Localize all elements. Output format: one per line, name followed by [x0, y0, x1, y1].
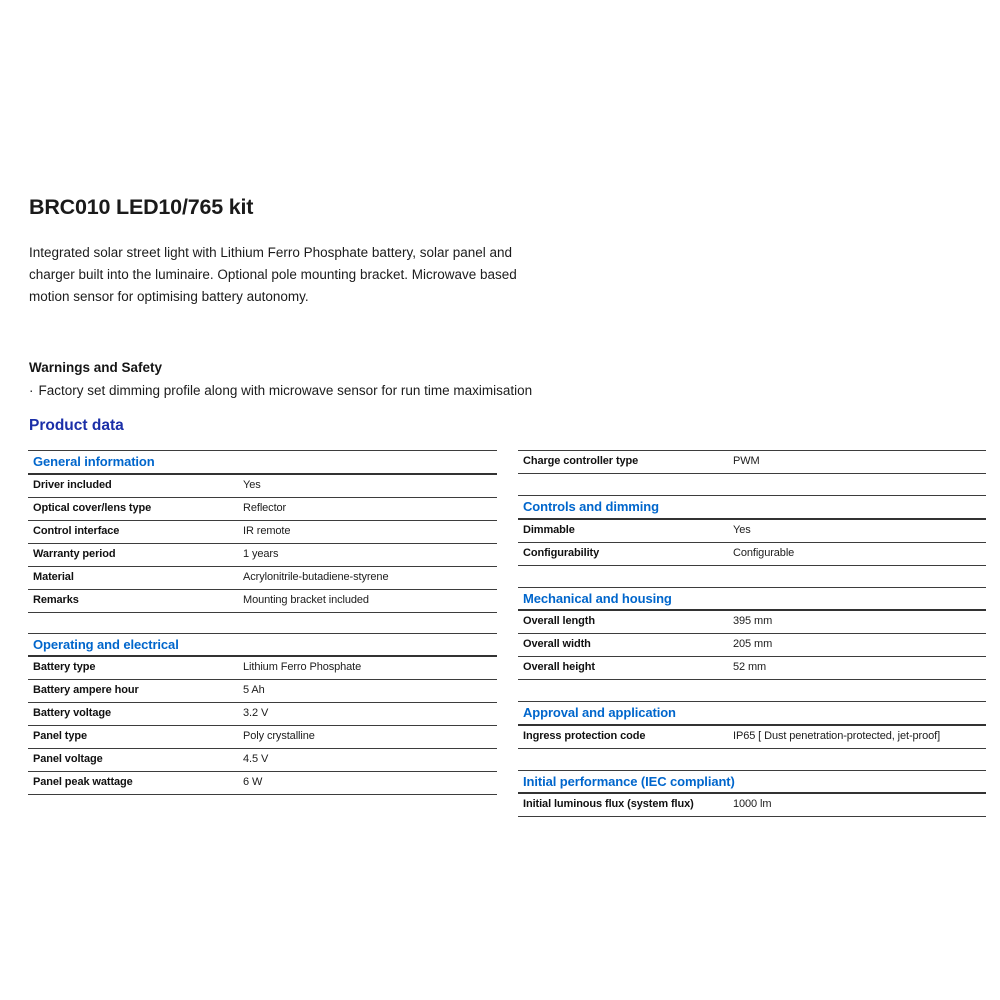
spec-label: Optical cover/lens type — [33, 501, 152, 514]
spec-section — [518, 770, 986, 818]
product-description — [29, 242, 517, 308]
spec-label: Overall height — [523, 661, 595, 673]
spec-value: 5 Ah — [243, 684, 265, 696]
spec-row — [28, 544, 497, 567]
spec-label: Battery voltage — [33, 707, 111, 719]
description-line: Integrated solar street light with Lithium Ferro Phosphate battery, solar panel and — [29, 245, 513, 260]
spec-column-left — [28, 450, 497, 815]
spec-section-header: Controls and dimming — [518, 496, 986, 520]
spec-value: 1 years — [243, 547, 279, 560]
spec-label: Overall width — [523, 638, 591, 650]
spec-value: 395 mm — [733, 615, 773, 627]
spec-column-right — [518, 450, 986, 838]
spec-row — [28, 521, 497, 544]
spec-value: 205 mm — [733, 638, 773, 650]
spec-row — [28, 498, 497, 521]
product-title: BRC010 LED10/765 kit — [29, 195, 254, 219]
spec-row — [28, 680, 497, 703]
spec-row — [518, 634, 986, 657]
spec-section-header: General information — [28, 451, 497, 475]
spec-row — [28, 567, 497, 590]
spec-value: Configurable — [733, 546, 795, 559]
spec-row — [28, 726, 497, 749]
spec-value: 4.5 V — [243, 753, 269, 765]
spec-label: Panel peak wattage — [33, 776, 133, 788]
spec-value: 1000 lm — [733, 798, 772, 810]
spec-value: IP65 [ Dust penetration-protected, jet-proof] — [733, 729, 941, 742]
spec-row — [518, 657, 986, 680]
warning-item-text: Factory set dimming profile along with microwave sensor for run time maximisation — [38, 383, 533, 398]
spec-section — [518, 701, 986, 749]
spec-label: Overall length — [523, 615, 595, 627]
warnings-heading: Warnings and Safety — [29, 360, 163, 375]
spec-value: 52 mm — [733, 661, 767, 673]
spec-section-header: Mechanical and housing — [518, 588, 986, 612]
spec-label: Ingress protection code — [523, 729, 646, 742]
spec-label: Control interface — [33, 524, 120, 537]
spec-section — [518, 450, 986, 474]
spec-label: Initial luminous flux (system flux) — [523, 798, 694, 810]
spec-label: Remarks — [33, 593, 79, 606]
spec-section — [518, 587, 986, 681]
spec-section — [28, 450, 497, 613]
spec-row — [518, 611, 986, 634]
spec-row — [28, 703, 497, 726]
spec-section-header: Operating and electrical — [28, 634, 497, 658]
description-line: motion sensor for optimising battery autonomy. — [29, 289, 309, 304]
spec-row — [28, 657, 497, 680]
spec-row — [518, 794, 986, 817]
spec-row — [28, 590, 497, 613]
spec-label: Material — [33, 570, 74, 583]
spec-row — [28, 749, 497, 772]
spec-value: Yes — [733, 523, 751, 536]
spec-value: IR remote — [243, 524, 291, 537]
spec-row — [518, 451, 986, 474]
spec-label: Panel type — [33, 730, 88, 742]
spec-row — [28, 772, 497, 795]
spec-row — [518, 726, 986, 749]
spec-label: Warranty period — [33, 547, 116, 560]
spec-label: Charge controller type — [523, 455, 639, 467]
spec-section — [518, 495, 986, 566]
spec-value: Yes — [243, 478, 261, 491]
spec-row — [518, 543, 986, 566]
description-line: charger built into the luminaire. Optional pole mounting bracket. Microwave based — [29, 267, 517, 282]
bullet-glyph: · — [29, 383, 34, 398]
spec-value: 6 W — [243, 776, 263, 788]
product-data-heading: Product data — [29, 417, 124, 434]
spec-value: Lithium Ferro Phosphate — [243, 661, 362, 673]
spec-section-header: Approval and application — [518, 702, 986, 726]
spec-value: Mounting bracket included — [243, 593, 369, 606]
spec-label: Battery ampere hour — [33, 684, 139, 696]
spec-value: Acrylonitrile-butadiene-styrene — [243, 570, 389, 583]
spec-label: Driver included — [33, 478, 112, 491]
spec-section — [28, 633, 497, 796]
spec-label: Battery type — [33, 661, 96, 673]
spec-value: Poly crystalline — [243, 730, 315, 742]
spec-row — [518, 520, 986, 543]
spec-section-header: Initial performance (IEC compliant) — [518, 771, 986, 795]
spec-value: Reflector — [243, 501, 287, 514]
spec-label: Configurability — [523, 546, 600, 559]
spec-value: 3.2 V — [243, 707, 269, 719]
spec-label: Panel voltage — [33, 753, 103, 765]
spec-value: PWM — [733, 455, 760, 467]
spec-label: Dimmable — [523, 523, 575, 536]
spec-row — [28, 475, 497, 498]
warning-item — [29, 383, 532, 398]
